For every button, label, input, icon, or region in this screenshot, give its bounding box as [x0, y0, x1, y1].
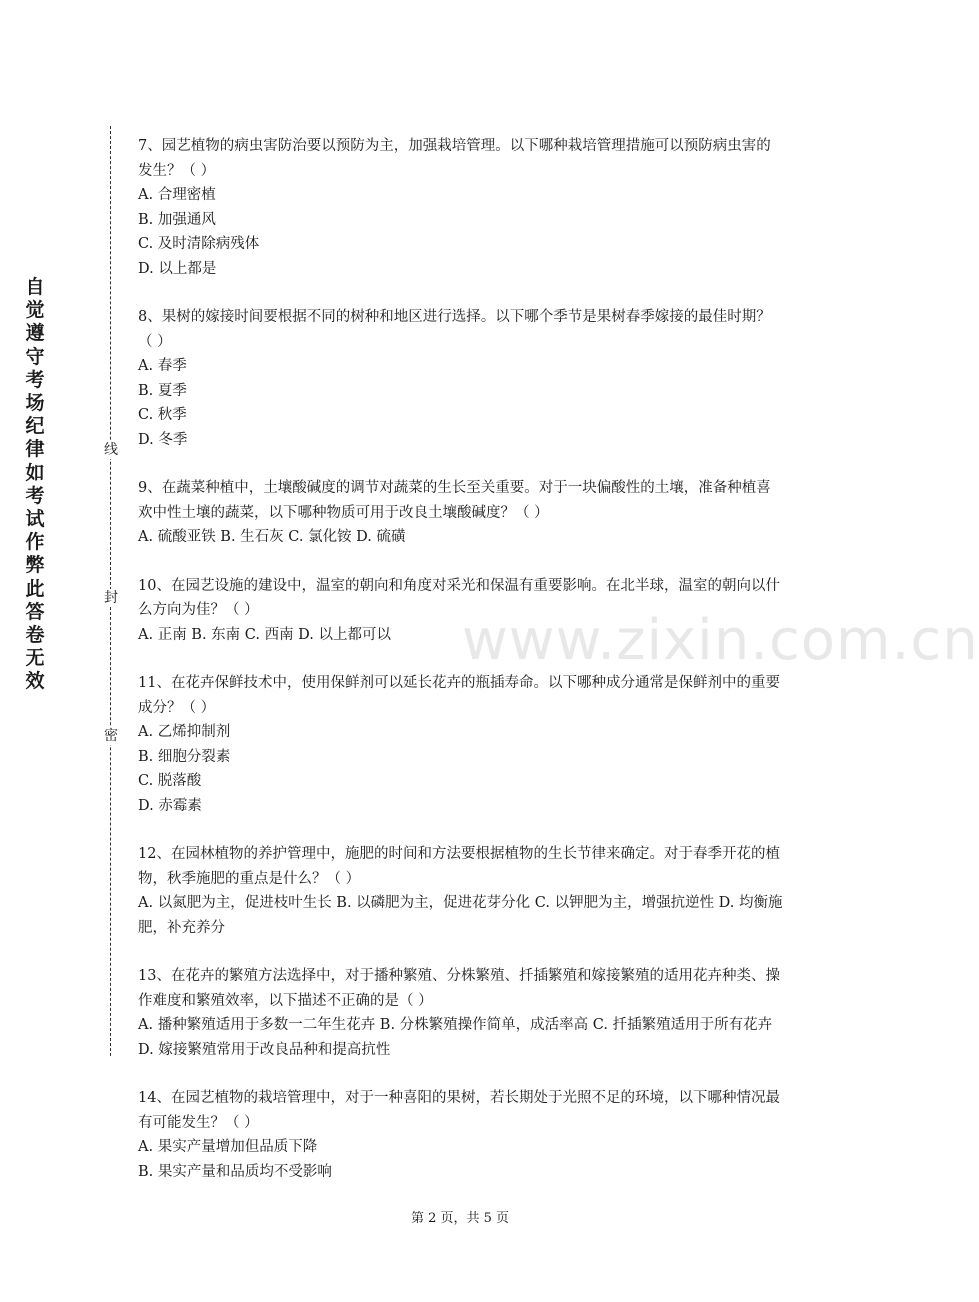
option-b: B. 夏季	[138, 382, 187, 399]
option-b: B. 果实产量和品质均不受影响	[138, 1163, 332, 1180]
question-stem: 14、在园艺植物的栽培管理中，对于一种喜阳的果树，若长期处于光照不足的环境，以下哪种情况最有可能发生？（ ）	[138, 1090, 780, 1131]
option-list	[138, 891, 784, 940]
question-9	[138, 476, 784, 550]
options-inline: A. 硫酸亚铁 B. 生石灰 C. 氯化铵 D. 硫磺	[138, 529, 406, 545]
question-stem: 12、在园林植物的养护管理中，施肥的时间和方法要根据植物的生长节律来确定。对于春季开花的植物，秋季施肥的重点是什么？（ ）	[138, 846, 780, 887]
option-a: A. 乙烯抑制剂	[138, 724, 231, 740]
question-stem: 7、园艺植物的病虫害防治要以预防为主，加强栽培管理。以下哪种栽培管理措施可以预防病虫害的发生？（ ）	[138, 138, 771, 179]
question-12	[138, 842, 784, 940]
option-a: A. 果实产量增加但品质下降	[138, 1139, 318, 1155]
option-a: A. 合理密植	[138, 187, 216, 203]
question-stem: 9、在蔬菜种植中，土壤酸碱度的调节对蔬菜的生长至关重要。对于一块偏酸性的土壤，准备种植喜欢中性土壤的蔬菜，以下哪种物质可用于改良土壤酸碱度？（ ）	[138, 480, 771, 521]
question-8	[138, 305, 784, 452]
question-list	[138, 134, 784, 1208]
options-inline: A. 正南 B. 东南 C. 西南 D. 以上都可以	[138, 626, 392, 643]
option-list	[138, 525, 784, 550]
option-list	[138, 623, 784, 648]
question-stem: 8、果树的嫁接时间要根据不同的树种和地区进行选择。以下哪个季节是果树春季嫁接的最佳时期？（ ）	[138, 309, 771, 350]
option-d: D. 赤霉素	[138, 797, 202, 814]
option-d: D. 冬季	[138, 431, 188, 448]
exam-discipline-notice: 自觉遵守考场纪律如考试作弊此答卷无效	[25, 276, 45, 693]
option-c: C. 脱落酸	[138, 773, 202, 789]
question-13	[138, 964, 784, 1062]
option-c: C. 及时清除病残体	[138, 236, 260, 252]
question-stem: 13、在花卉的繁殖方法选择中，对于播种繁殖、分株繁殖、扦插繁殖和嫁接繁殖的适用花卉种类、操作难度和繁殖效率，以下描述不正确的是（ ）	[138, 968, 780, 1009]
option-list	[138, 720, 784, 818]
option-d: D. 以上都是	[138, 260, 217, 277]
option-list	[138, 1135, 784, 1184]
question-10	[138, 574, 784, 648]
options-inline: A. 以氮肥为主，促进枝叶生长 B. 以磷肥为主，促进花芽分化 C. 以钾肥为主，增强抗逆性 D. 均衡施肥，补充养分	[138, 895, 783, 936]
option-list	[138, 1013, 784, 1062]
seal-word-secret: 密	[104, 728, 118, 744]
question-7	[138, 134, 784, 281]
seal-word-line: 线	[104, 442, 118, 458]
option-list	[138, 183, 784, 281]
question-stem: 11、在花卉保鲜技术中，使用保鲜剂可以延长花卉的瓶插寿命。以下哪种成分通常是保鲜剂中的重要成分？（ ）	[138, 675, 780, 716]
watermark: www.zixin.com.cn	[462, 608, 979, 673]
question-14	[138, 1086, 784, 1184]
seal-word-seal: 封	[104, 590, 118, 606]
option-c: C. 秋季	[138, 407, 187, 423]
option-list	[138, 354, 784, 452]
options-inline: A. 播种繁殖适用于多数一二年生花卉 B. 分株繁殖操作简单，成活率高 C. 扦插繁殖适用于所有花卉 D. 嫁接繁殖常用于改良品种和提高抗性	[138, 1017, 773, 1058]
option-b: B. 加强通风	[138, 211, 216, 228]
question-stem: 10、在园艺设施的建设中，温室的朝向和角度对采光和保温有重要影响。在北半球，温室的朝向以什么方向为佳？（ ）	[138, 577, 780, 618]
question-11	[138, 671, 784, 818]
option-a: A. 春季	[138, 358, 187, 374]
option-b: B. 细胞分裂素	[138, 748, 231, 765]
page-footer: 第 2 页，共 5 页	[410, 1211, 510, 1226]
